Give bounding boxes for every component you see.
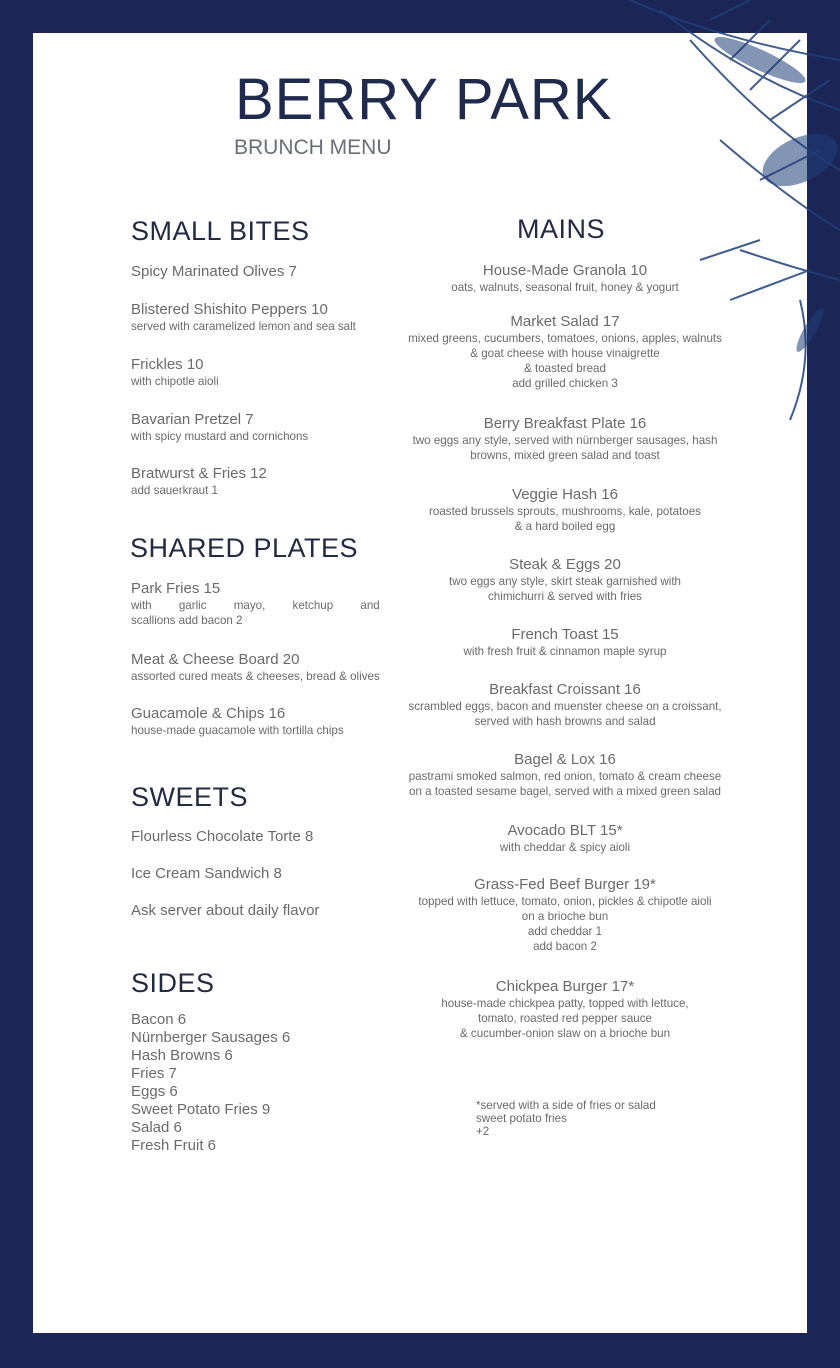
item-name: Berry Breakfast Plate 16 xyxy=(483,415,647,432)
section-heading: SMALL BITES xyxy=(131,216,310,246)
section-heading: SWEETS xyxy=(131,782,249,812)
item-name: Bagel & Lox 16 xyxy=(514,751,616,768)
side-item: Hash Browns 6 xyxy=(131,1047,233,1064)
menu-item xyxy=(395,750,735,799)
item-description: with garlic mayo, ketchup and xyxy=(131,599,380,612)
item-description: with fresh fruit & cinnamon maple syrup xyxy=(463,645,667,658)
restaurant-title: BERRY PARK xyxy=(235,67,613,132)
item-name: Flourless Chocolate Torte 8 xyxy=(131,828,314,845)
item-description: pastrami smoked salmon, red onion, tomato & cream cheese xyxy=(408,770,722,783)
menu-item xyxy=(395,485,735,534)
side-item: Fries 7 xyxy=(131,1065,177,1082)
menu-item xyxy=(395,312,735,391)
item-description: on a brioche bun xyxy=(521,910,609,923)
item-name: Guacamole & Chips 16 xyxy=(131,705,286,722)
item-description: served with hash browns and salad xyxy=(474,715,656,728)
menu-item xyxy=(395,875,735,954)
item-description: & a hard boiled egg xyxy=(514,520,616,533)
menu-item xyxy=(131,300,356,334)
side-item: Eggs 6 xyxy=(131,1083,178,1100)
item-name: Market Salad 17 xyxy=(510,313,620,330)
item-name: House-Made Granola 10 xyxy=(482,262,648,279)
side-item: Fresh Fruit 6 xyxy=(131,1137,217,1154)
item-description: with spicy mustard and cornichons xyxy=(131,430,309,443)
menu-item xyxy=(131,464,267,498)
item-name: Meat & Cheese Board 20 xyxy=(131,651,300,668)
menu-item xyxy=(395,414,735,463)
side-item: Salad 6 xyxy=(131,1119,182,1136)
menu-item xyxy=(395,625,735,659)
item-description: add sauerkraut 1 xyxy=(131,484,219,497)
menu-item xyxy=(131,579,380,628)
item-description: add bacon 2 xyxy=(533,940,597,953)
item-description: house-made guacamole with tortilla chips xyxy=(131,724,344,737)
section-heading: SIDES xyxy=(131,968,215,998)
sides-list xyxy=(131,1011,290,1155)
item-name: Chickpea Burger 17* xyxy=(495,978,635,995)
item-description: browns, mixed green salad and toast xyxy=(470,449,660,462)
menu-item xyxy=(131,355,219,389)
item-name: French Toast 15 xyxy=(511,626,619,643)
footnote-line: *served with a side of fries or salad xyxy=(476,1099,656,1112)
menu-item xyxy=(131,901,319,920)
menu-item xyxy=(131,827,313,846)
item-description: topped with lettuce, tomato, onion, pickles & chipotle aioli xyxy=(418,895,712,908)
item-name: Veggie Hash 16 xyxy=(512,486,618,503)
item-name: Bratwurst & Fries 12 xyxy=(131,465,267,482)
menu-item xyxy=(131,262,297,281)
item-name: Breakfast Croissant 16 xyxy=(489,681,641,698)
item-description: mixed greens, cucumbers, tomatoes, onions, apples, walnuts xyxy=(408,332,722,345)
item-name: Blistered Shishito Peppers 10 xyxy=(131,301,328,318)
item-name: Bavarian Pretzel 7 xyxy=(131,411,254,428)
item-name: Ask server about daily flavor xyxy=(131,902,320,919)
menu-item xyxy=(131,650,380,684)
item-description: house-made chickpea patty, topped with lettuce, xyxy=(441,997,689,1010)
side-item: Nürnberger Sausages 6 xyxy=(131,1029,291,1046)
item-name: Avocado BLT 15* xyxy=(507,822,623,839)
item-name: Ice Cream Sandwich 8 xyxy=(131,865,282,882)
item-description: & goat cheese with house vinaigrette xyxy=(470,347,660,360)
item-description: two eggs any style, skirt steak garnished with xyxy=(449,575,681,588)
item-name: Frickles 10 xyxy=(131,356,204,373)
item-name: Steak & Eggs 20 xyxy=(509,556,621,573)
menu-item xyxy=(395,555,735,604)
item-description: chimichurri & served with fries xyxy=(488,590,642,603)
section-heading: MAINS xyxy=(517,214,606,244)
item-description: add grilled chicken 3 xyxy=(512,377,618,390)
item-description: with chipotle aioli xyxy=(131,375,219,388)
footnote xyxy=(476,1099,656,1138)
menu-item xyxy=(395,821,735,855)
item-description: roasted brussels sprouts, mushrooms, kale, potatoes xyxy=(429,505,701,518)
footnote-line: +2 xyxy=(476,1125,490,1138)
item-name: Spicy Marinated Olives 7 xyxy=(131,263,297,280)
section-heading: SHARED PLATES xyxy=(130,533,359,563)
menu-item xyxy=(395,977,735,1041)
item-description: two eggs any style, served with nürnberger sausages, hash xyxy=(412,434,718,447)
item-description: assorted cured meats & cheeses, bread & olives xyxy=(131,670,380,683)
side-item: Sweet Potato Fries 9 xyxy=(131,1101,271,1118)
side-item: Bacon 6 xyxy=(131,1011,187,1028)
item-description: scallions add bacon 2 xyxy=(131,614,243,627)
item-description: & toasted bread xyxy=(524,362,606,375)
menu-subtitle: BRUNCH MENU xyxy=(234,136,392,159)
item-name: Park Fries 15 xyxy=(131,580,221,597)
item-description: scrambled eggs, bacon and muenster cheese on a croissant, xyxy=(408,700,722,713)
item-description: on a toasted sesame bagel, served with a mixed green salad xyxy=(409,785,721,798)
menu-item xyxy=(395,261,735,295)
item-description: with cheddar & spicy aioli xyxy=(499,841,631,854)
item-description: tomato, roasted red pepper sauce xyxy=(477,1012,652,1025)
footnote-line: sweet potato fries xyxy=(476,1112,567,1125)
item-description: add cheddar 1 xyxy=(527,925,603,938)
menu-item xyxy=(395,680,735,729)
menu-item xyxy=(131,410,308,444)
item-description: oats, walnuts, seasonal fruit, honey & yogurt xyxy=(451,281,679,294)
item-name: Grass-Fed Beef Burger 19* xyxy=(474,876,656,893)
item-description: served with caramelized lemon and sea salt xyxy=(131,320,356,333)
menu-item xyxy=(131,704,344,738)
menu-item xyxy=(131,864,282,883)
item-description: & cucumber-onion slaw on a brioche bun xyxy=(459,1027,671,1040)
